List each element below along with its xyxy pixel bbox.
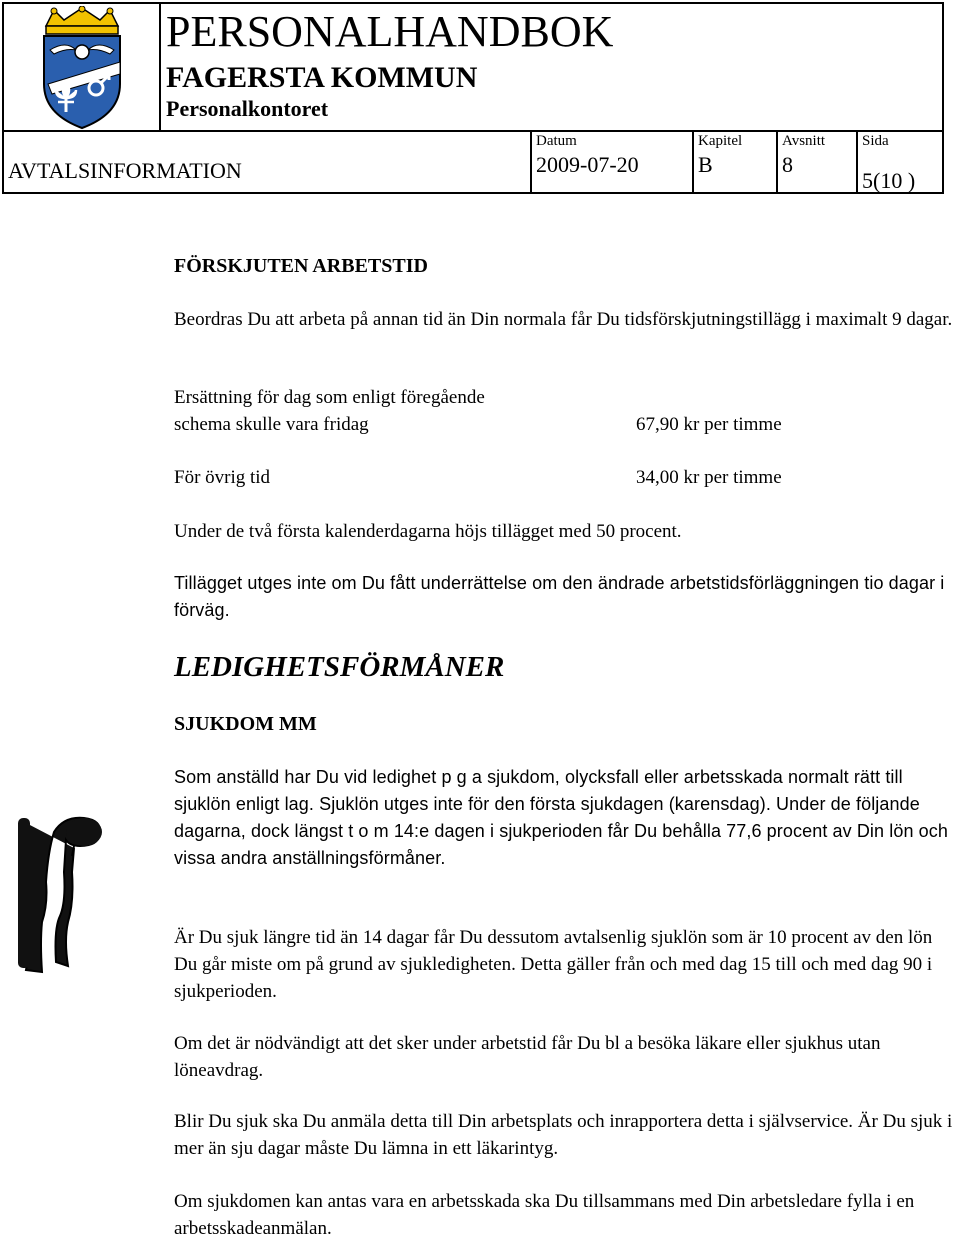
page-number: 5(10 )	[862, 168, 916, 193]
section-heading: FÖRSKJUTEN ARBETSTID	[174, 255, 428, 277]
subsection-label: Avsnitt	[782, 133, 826, 149]
chapter-value: B	[698, 152, 713, 177]
paragraph: Beordras Du att arbeta på annan tid än Din normala får Du tidsförskjutningstillägg i maximalt 9 dagar.	[174, 309, 953, 330]
paragraph: Är Du sjuk längre tid än 14 dagar får Du dessutom avtalsenlig sjuklön som är 10 procent av den lön Du går miste om på grund av sjukledigheten. Detta gäller från och med dag 15 till och med dag 90 i sjukperioden.	[174, 927, 933, 1002]
divider	[856, 130, 858, 192]
paragraph: Tillägget utges inte om Du fått underrättelse om den ändrade arbetstidsförläggningen tio dagar i förväg.	[174, 573, 945, 620]
rate-label: För övrig tid	[174, 467, 271, 488]
paragraph: Blir Du sjuk ska Du anmäla detta till Din arbetsplats och inrapportera detta i självservice. Är Du sjuk i mer än sju dagar måste Du lämna in ett läkarintyg.	[174, 1111, 953, 1159]
handbook-title: PERSONALHANDBOK	[166, 7, 614, 56]
chapter-title: LEDIGHETSFÖRMÅNER	[174, 651, 505, 683]
paragraph: Om det är nödvändigt att det sker under arbetstid får Du bl a besöka läkare eller sjukhus utan löneavdrag.	[174, 1033, 881, 1081]
sick-person-illustration	[14, 812, 108, 978]
date-label: Datum	[536, 133, 577, 149]
department-name: Personalkontoret	[166, 96, 329, 121]
rate-value: 67,90 kr per timme	[636, 414, 782, 435]
page-label: Sida	[862, 133, 889, 149]
date-value: 2009-07-20	[536, 152, 639, 177]
rate-label: Ersättning för dag som enligt föregående schema skulle vara fridag	[174, 387, 485, 435]
divider	[530, 130, 532, 192]
section-label: AVTALSINFORMATION	[8, 158, 242, 183]
organization-name: FAGERSTA KOMMUN	[166, 61, 478, 94]
paragraph: Under de två första kalenderdagarna höjs tillägget med 50 procent.	[174, 521, 682, 542]
paragraph: Som anställd har Du vid ledighet p g a sjukdom, olycksfall eller arbetsskada normalt rätt till sjuklön enligt lag. Sjuklön utges inte för den första sjukdagen (karensdag). Under de följande dagarna, dock längst t o m 14:e dagen i sjukperioden får Du behålla 77,6 procent av Din lön och vissa andra anställningsförmåner.	[174, 767, 948, 868]
subheading: SJUKDOM MM	[174, 713, 317, 735]
subsection-value: 8	[782, 152, 793, 177]
rate-value: 34,00 kr per timme	[636, 467, 782, 488]
divider	[159, 4, 161, 130]
fagersta-coat-of-arms-logo	[36, 6, 128, 130]
chapter-label: Kapitel	[698, 133, 743, 149]
paragraph: Om sjukdomen kan antas vara en arbetsskada ska Du tillsammans med Din arbetsledare fylla i en arbetsskadeanmälan.	[174, 1191, 915, 1239]
divider	[776, 130, 778, 192]
divider	[692, 130, 694, 192]
